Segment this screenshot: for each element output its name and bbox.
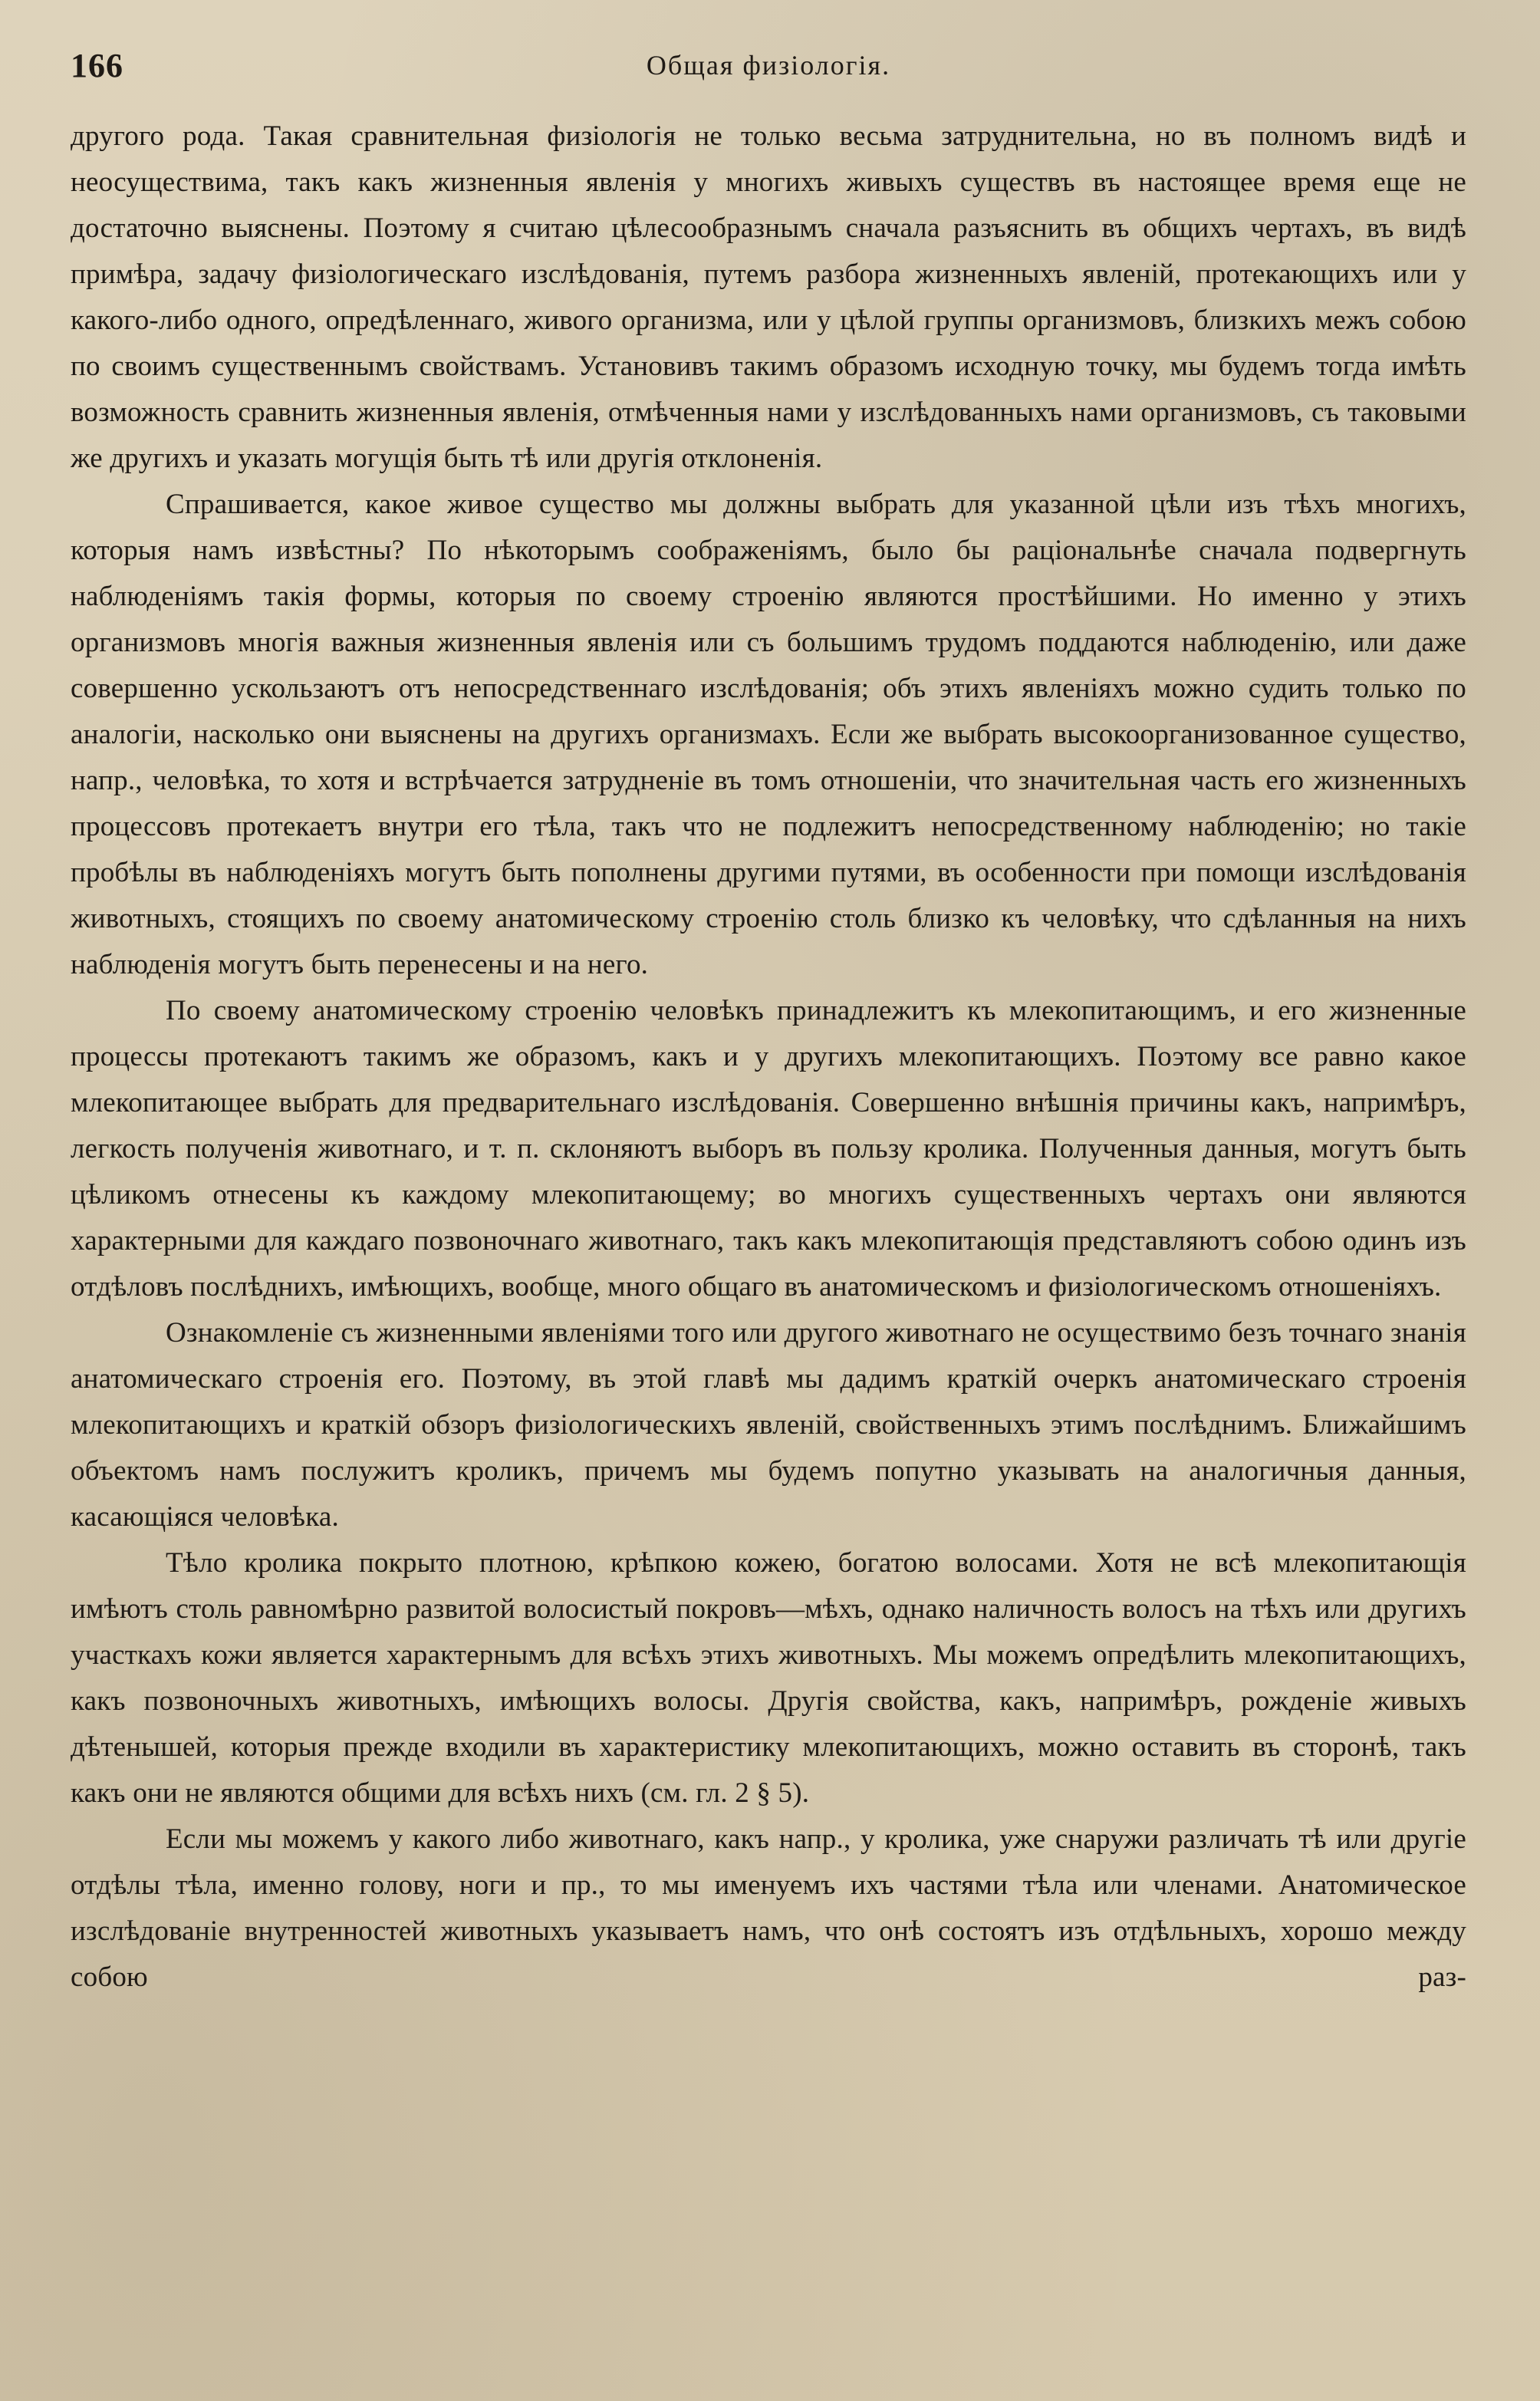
- page-number: 166: [71, 47, 123, 84]
- paragraph-4: Ознакомленiе съ жизненными явленiями того или другого животнаго не осуществимо безъ точнаго знанiя анатомическаго строенiя его. Поэтому, въ этой главѣ мы дадимъ краткiй очеркъ анатомическаго строенiя млекопитающихъ и краткiй обзоръ физiологическихъ явленiй, свойственныхъ этимъ послѣднимъ. Ближайшимъ объектомъ намъ послужитъ кроликъ, причемъ мы будемъ попутно указывать на аналогичныя данныя, касающiяся человѣка.: [71, 1317, 1466, 1533]
- page-header: [71, 41, 1466, 95]
- paragraph-5: Тѣло кролика покрыто плотною, крѣпкою кожею, богатою волосами. Хотя не всѣ млекопитающiя имѣютъ столь равномѣрно развитой волосистый покровъ—мѣхъ, однако наличность волосъ на тѣхъ или другихъ участкахъ кожи является характернымъ для всѣхъ этихъ животныхъ. Мы можемъ опредѣлить млекопитающихъ, какъ позвоночныхъ животныхъ, имѣющихъ волосы. Другiя свойства, какъ, напримѣръ, рожденiе живыхъ дѣтенышей, которыя прежде входили въ характеристику млекопитающихъ, можно оставить въ сторонѣ, такъ какъ они не являются общими для всѣхъ нихъ (см. гл. 2 § 5).: [71, 1547, 1466, 1809]
- body-text: [71, 114, 1466, 2001]
- running-title: Общая физiологiя.: [646, 50, 891, 81]
- paragraph-6: Если мы можемъ у какого либо животнаго, какъ напр., у кролика, уже снаружи различать тѣ или другiе отдѣлы тѣла, именно голову, ноги и пр., то мы именуемъ ихъ частями тѣла или членами. Анатомическое изслѣдованiе внутренностей животныхъ указываетъ намъ, что онѣ состоятъ изъ отдѣльныхъ, хорошо между собою раз-: [71, 1823, 1466, 1993]
- paragraph-3: По своему анатомическому строенiю человѣкъ принадлежитъ къ млекопитающимъ, и его жизненные процессы протекаютъ такимъ же образомъ, какъ и у другихъ млекопитающихъ. Поэтому все равно какое млекопитающее выбрать для предварительнаго изслѣдованiя. Совершенно внѣшнiя причины какъ, напримѣръ, легкость полученiя животнаго, и т. п. склоняютъ выборъ въ пользу кролика. Полученныя данныя, могутъ быть цѣликомъ отнесены къ каждому млекопитающему; во многихъ существенныхъ чертахъ они являются характерными для каждаго позвоночнаго животнаго, такъ какъ млекопитающiя представляютъ собою одинъ изъ отдѣловъ послѣднихъ, имѣющихъ, вообще, много общаго въ анатомическомъ и физiологическомъ отношенiяхъ.: [71, 995, 1466, 1303]
- paragraph-1: другого рода. Такая сравнительная физiологiя не только весьма затруднительна, но въ полномъ видѣ и неосуществима, такъ какъ жизненныя явленiя у многихъ живыхъ существъ въ настоящее время еще не достаточно выяснены. Поэтому я считаю цѣлесообразнымъ сначала разъяснить въ общихъ чертахъ, въ видѣ примѣра, задачу физiологическаго изслѣдованiя, путемъ разбора жизненныхъ явленiй, протекающихъ или у какого-либо одного, опредѣленнаго, живого организма, или у цѣлой группы организмовъ, близкихъ межъ собою по своимъ существеннымъ свойствамъ. Установивъ такимъ образомъ исходную точку, мы будемъ тогда имѣть возможность сравнить жизненныя явленiя, отмѣченныя нами у изслѣдованныхъ нами организмовъ, съ таковыми же другихъ и указать могущiя быть тѣ или другiя отклоненiя.: [71, 120, 1466, 474]
- paragraph-2: Спрашивается, какое живое существо мы должны выбрать для указанной цѣли изъ тѣхъ многихъ, которыя намъ извѣстны? По нѣкоторымъ соображенiямъ, было бы рацiональнѣе сначала подвергнуть наблюденiямъ такiя формы, которыя по своему строенiю являются простѣйшими. Но именно у этихъ организмовъ многiя важныя жизненныя явленiя или съ большимъ трудомъ поддаются наблюденiю, или даже совершенно ускользаютъ отъ непосредственнаго изслѣдованiя; объ этихъ явленiяхъ можно судить только по аналогiи, насколько они выяснены на другихъ организмахъ. Если же выбрать высокоорганизованное существо, напр., человѣка, то хотя и встрѣчается затрудненiе въ томъ отношенiи, что значительная часть его жизненныхъ процессовъ протекаетъ внутри его тѣла, такъ что не подлежитъ непосредственному наблюденiю; но такiе пробѣлы въ наблюденiяхъ могутъ быть пополнены другими путями, въ особенности при помощи изслѣдованiя животныхъ, стоящихъ по своему анатомическому строенiю столь близко къ человѣку, что сдѣланныя на нихъ наблюденiя могутъ быть перенесены и на него.: [71, 489, 1466, 980]
